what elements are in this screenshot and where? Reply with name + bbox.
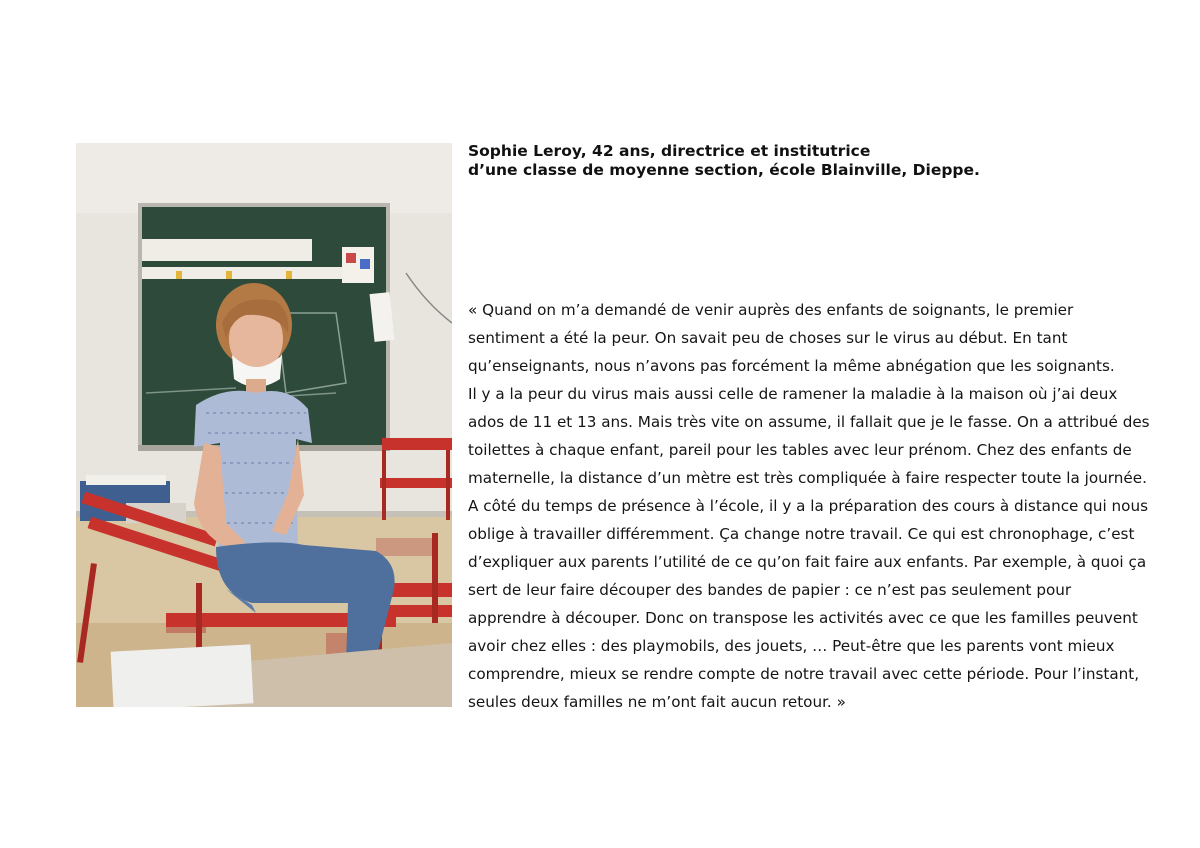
quote-line: seules deux familles ne m’ont fait aucun retour. » xyxy=(468,693,846,711)
quote-line: sentiment a été la peur. On savait peu de choses sur le virus au début. En tant xyxy=(468,329,1068,347)
quote-line: oblige à travailler différemment. Ça change notre travail. Ce qui est chronophage, c’est xyxy=(468,525,1135,543)
portrait-photo xyxy=(76,143,452,707)
quote-line: d’expliquer aux parents l’utilité de ce qu’on fait faire aux enfants. Par exemple, à quoi ça xyxy=(468,553,1147,571)
quote-line: A côté du temps de présence à l’école, il y a la préparation des cours à distance qui nous xyxy=(468,497,1148,515)
caption-line-2: d’une classe de moyenne section, école Blainville, Dieppe. xyxy=(468,161,980,179)
quote-line: toilettes à chaque enfant, pareil pour les tables avec leur prénom. Chez des enfants de xyxy=(468,441,1132,459)
quote-line: comprendre, mieux se rendre compte de notre travail avec cette période. Pour l’instant, xyxy=(468,665,1140,683)
photo-caption xyxy=(468,142,1168,180)
quote-line: avoir chez elles : des playmobils, des jouets, … Peut-être que les parents vont mieux xyxy=(468,637,1115,655)
quote-line: maternelle, la distance d’un mètre est très compliquée à faire respecter toute la journée. xyxy=(468,469,1147,487)
quote-line: sert de leur faire découper des bandes de papier : ce n’est pas seulement pour xyxy=(468,581,1072,599)
quote-line: apprendre à découper. Donc on transpose les activités avec ce que les familles peuvent xyxy=(468,609,1138,627)
quote-line: « Quand on m’a demandé de venir auprès des enfants de soignants, le premier xyxy=(468,301,1074,319)
quote-line: ados de 11 et 13 ans. Mais très vite on assume, il fallait que je le fasse. On a attribué des xyxy=(468,413,1150,431)
caption-line-1: Sophie Leroy, 42 ans, directrice et institutrice xyxy=(468,142,871,160)
quote-line: Il y a la peur du virus mais aussi celle de ramener la maladie à la maison où j’ai deux xyxy=(468,385,1118,403)
testimony-quote xyxy=(468,296,1168,716)
quote-line: qu’enseignants, nous n’avons pas forcément la même abnégation que les soignants. xyxy=(468,357,1115,375)
classroom-portrait-illustration xyxy=(76,143,452,707)
